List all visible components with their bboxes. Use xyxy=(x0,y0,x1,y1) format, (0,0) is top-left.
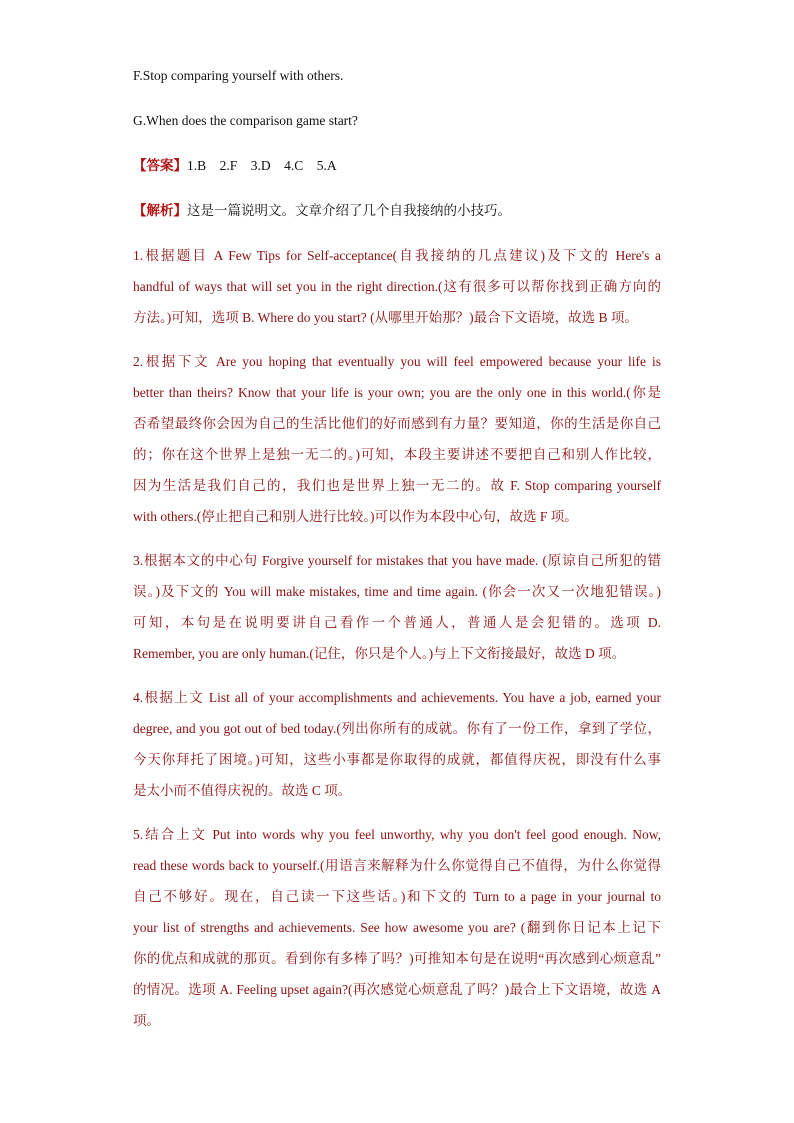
paragraph-line: 4.根据上文 List all of your accomplishments and achievements. You have a job, earned your xyxy=(133,690,661,705)
explanation-paragraphs xyxy=(133,244,661,1040)
paragraph-line: 是太小而不值得庆祝的。故选 C 项。 xyxy=(133,783,352,798)
paragraph-line: 项。 xyxy=(133,1013,160,1028)
explanation-paragraph xyxy=(133,350,661,536)
explanation-paragraph xyxy=(133,686,661,810)
option-f: F.Stop comparing yourself with others. xyxy=(133,68,344,83)
paragraph-line: 否希望最终你会因为自己的生活比他们的好而感到有力量？要知道，你的生活是你自己 xyxy=(133,416,661,431)
paragraph-line: 5.结合上文 Put into words why you feel unworthy, why you don't feel good enough. Now, xyxy=(133,827,661,842)
paragraph-line: handful of ways that will set you in the right direction.(这有很多可以帮你找到正确方向的 xyxy=(133,279,661,294)
answer-tag: 【答案】 xyxy=(133,158,187,173)
paragraph-line: 你的优点和成就的那页。看到你有多棒了吗？)可推知本句是在说明“再次感到心烦意乱” xyxy=(133,951,661,966)
analysis-line xyxy=(133,199,661,244)
paragraph-line: 可知，本句是在说明要讲自己看作一个普通人，普通人是会犯错的。选项 D. xyxy=(133,615,661,630)
paragraph-line: 因为生活是我们自己的，我们也是世界上独一无二的。故 F. Stop comparing yourself xyxy=(133,478,661,493)
explanation-paragraph xyxy=(133,823,661,1040)
paragraph-line: with others.(停止把自己和别人进行比较。)可以作为本段中心句，故选 F 项。 xyxy=(133,509,578,524)
paragraph-line: Remember, you are only human.(记住，你只是个人。)与上下文衔接最好，故选 D 项。 xyxy=(133,646,626,661)
paragraph-line: 的情况。选项 A. Feeling upset again?(再次感觉心烦意乱了吗？)最合上下文语境，故选 A xyxy=(133,982,661,997)
paragraph-line: 误。)及下文的 You will make mistakes, time and time again. (你会一次又一次地犯错误。) xyxy=(133,584,661,599)
answer-line xyxy=(133,154,661,199)
answer-text: 1.B 2.F 3.D 4.C 5.A xyxy=(187,158,337,173)
paragraph-line: 3.根据本文的中心句 Forgive yourself for mistakes that you have made. (原谅自己所犯的错 xyxy=(133,553,661,568)
paragraph-line: degree, and you got out of bed today.(列出你所有的成就。你有了一份工作，拿到了学位， xyxy=(133,721,661,736)
document-page xyxy=(133,64,661,1053)
analysis-text: 这是一篇说明文。文章介绍了几个自我接纳的小技巧。 xyxy=(187,203,511,218)
paragraph-line: 2.根据下文 Are you hoping that eventually you will feel empowered because your life is xyxy=(133,354,661,369)
paragraph-line: 的；你在这个世界上是独一无二的。)可知，本段主要讲述不要把自己和别人作比较， xyxy=(133,447,661,462)
paragraph-line: 自己不够好。现在，自己读一下这些话。)和下文的 Turn to a page in your journal to xyxy=(133,889,661,904)
paragraph-line: 今天你拜托了困境。)可知，这些小事都是你取得的成就，都值得庆祝，即没有什么事 xyxy=(133,752,661,767)
paragraph-line: 1.根据题目 A Few Tips for Self-acceptance(自我接纳的几点建议)及下文的 Here's a xyxy=(133,248,661,263)
paragraph-line: read these words back to yourself.(用语言来解释为什么你觉得自己不值得，为什么你觉得 xyxy=(133,858,661,873)
paragraph-line: 方法。)可知，选项 B. Where do you start? (从哪里开始那？)最合下文语境，故选 B 项。 xyxy=(133,310,638,325)
option-g: G.When does the comparison game start? xyxy=(133,113,358,128)
paragraph-line: your list of strengths and achievements. See how awesome you are? (翻到你日记本上记下 xyxy=(133,920,661,935)
paragraph-line: better than theirs? Know that your life is your own; you are the only one in this world.(你是 xyxy=(133,385,661,400)
explanation-paragraph xyxy=(133,244,661,337)
analysis-tag: 【解析】 xyxy=(133,203,187,218)
explanation-paragraph xyxy=(133,549,661,673)
